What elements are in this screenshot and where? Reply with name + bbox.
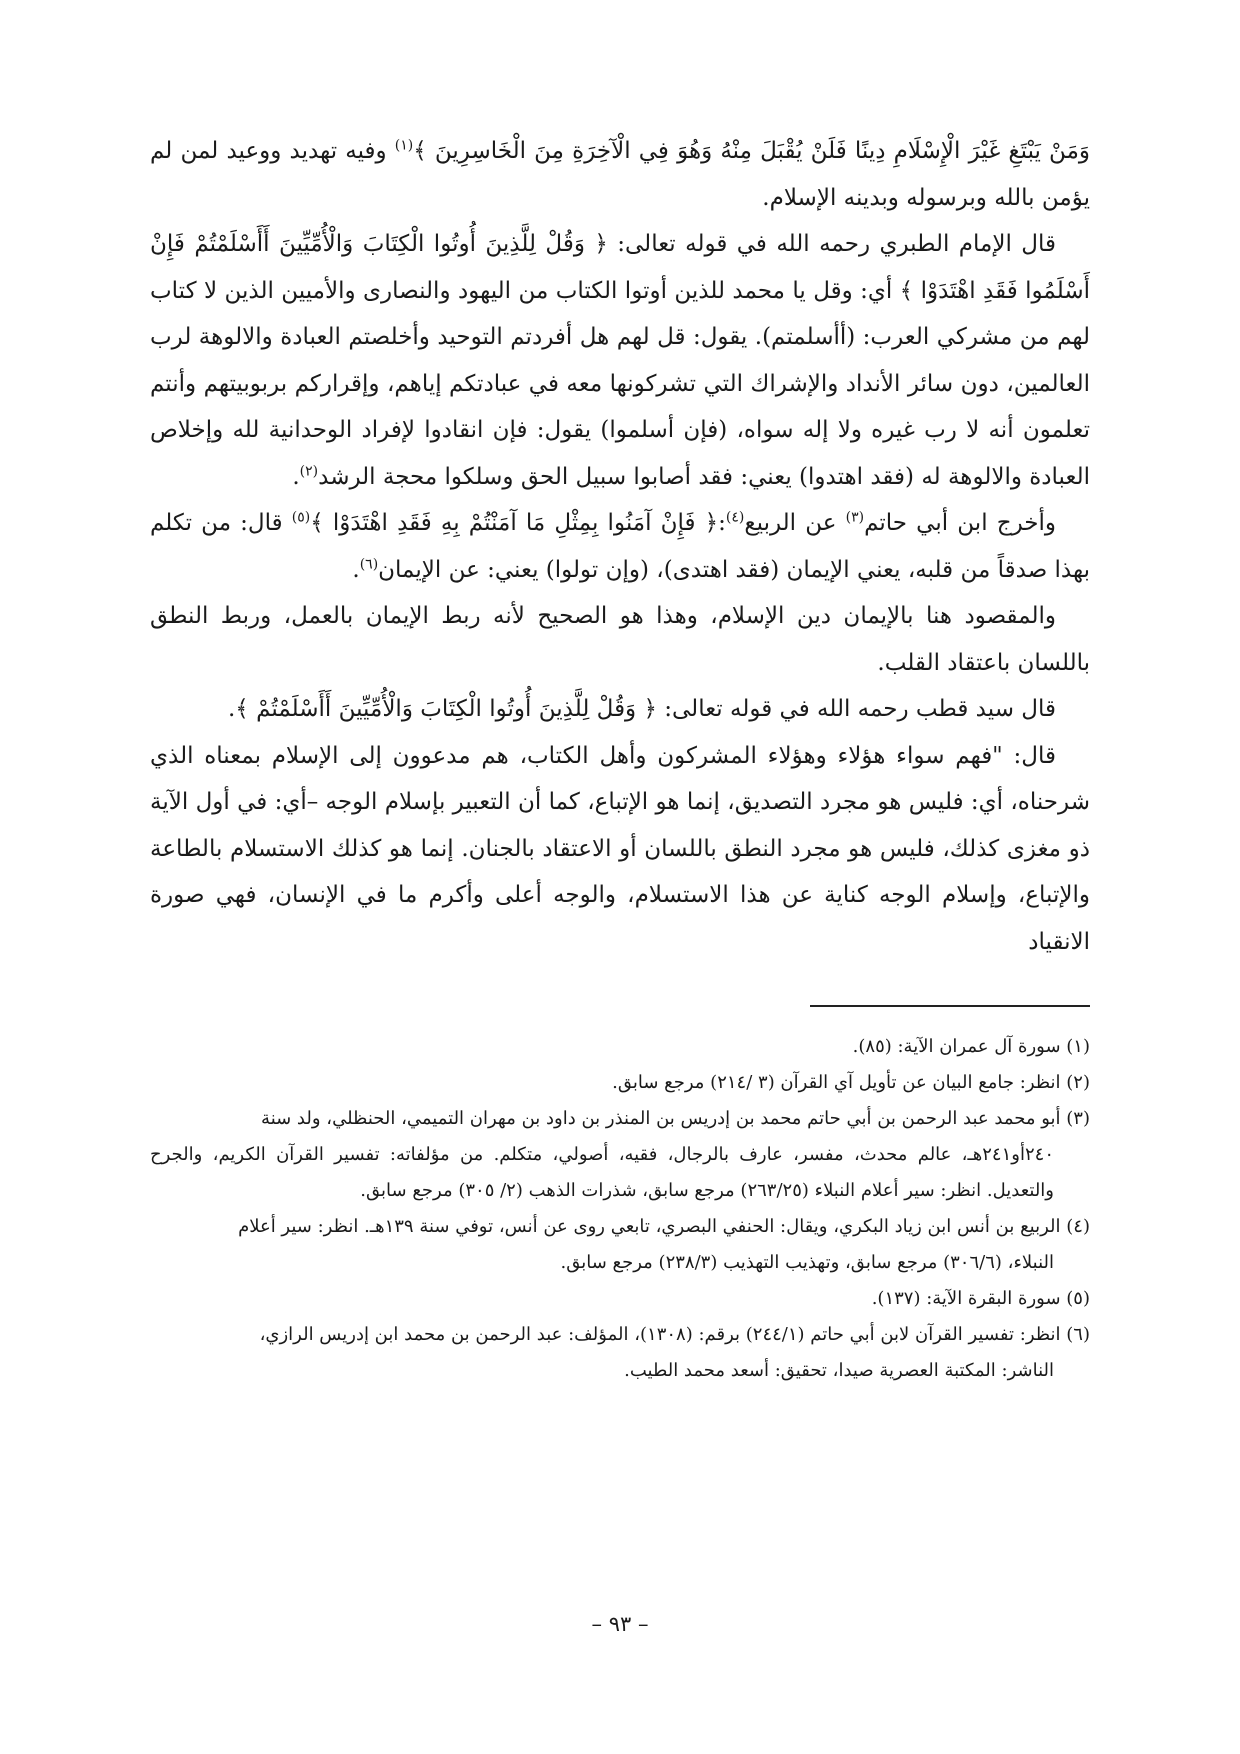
paragraph-text: . — [352, 556, 360, 583]
paragraph — [150, 686, 1090, 733]
footnote-number: (٤) — [1066, 1216, 1090, 1237]
footnote-text: انظر: تفسير القرآن لابن أبي حاتم (٢٤٤/١) برقم: (١٣٠٨)، المؤلف: عبد الرحمن بن محمد ابن إدريس الرازي، — [259, 1324, 1061, 1345]
footnote — [150, 1281, 1090, 1317]
footnote-text: انظر: جامع البيان عن تأويل آي القرآن (٣ /٢١٤) مرجع سابق. — [612, 1072, 1061, 1093]
footnote-ref: (٦) — [359, 555, 379, 572]
paragraph-text: :﴿ فَإِنْ آمَنُوا بِمِثْلِ مَا آمَنْتُمْ بِهِ فَقَدِ اهْتَدَوْا ﴾ — [310, 510, 726, 536]
footnote-number: (١) — [1066, 1036, 1090, 1057]
paragraph — [150, 733, 1090, 966]
paragraph-text: قال الإمام الطبري رحمه الله في قوله تعالى: ﴿ وَقُلْ لِلَّذِينَ أُوتُوا الْكِتَابَ وَالْأُمِّيِّينَ أَأَسْلَمْتُمْ فَإِنْ أَسْلَمُوا فَقَدِ اهْتَدَوْا ﴾ أي: وقل يا محمد للذين أوتوا الكتاب من اليهود والنصارى والأميين الذين لا كتاب لهم من مشركي العرب: (أأسلمتم). يقول: قل لهم هل أفردتم التوحيد وأخلصتم العبادة والالوهة لرب العالمين، دون سائر الأنداد والإشراك التي تشركونها معه في عبادتكم إياهم، وإقراركم بربوبيتهم وأنتم تعلمون أنه لا رب غيره ولا إله سواه، (فإن أسلموا) يقول: فإن انقادوا لإفراد الوحدانية لله وإخلاص العبادة والالوهة له (فقد اهتدوا) يعني: فقد أصابوا سبيل الحق وسلكوا محجة الرشد — [150, 231, 1090, 490]
paragraph-text: وفيه تهديد ووعيد لمن لم يؤمن بالله وبرسوله وبدينه الإسلام. — [150, 138, 1090, 211]
footnote-continuation: الناشر: المكتبة العصرية صيدا، تحقيق: أسعد محمد الطيب. — [624, 1360, 1054, 1381]
paragraph-text: قال: "فهم سواء هؤلاء وهؤلاء المشركون وأهل الكتاب، هم مدعوون إلى الإسلام بمعناه الذي شرحناه، أي: فليس هو مجرد التصديق، إنما هو الإتباع، كما أن التعبير بإسلام الوجه –أي: في أول الآية ذو مغزى كذلك، فليس هو مجرد النطق باللسان أو الاعتقاد بالجنان. إنما هو كذلك الاستسلام بالطاعة والإتباع، وإسلام الوجه كناية عن هذا الاستسلام، والوجه أعلى وأكرم ما في الإنسان، فهي صورة الانقياد — [150, 742, 1090, 955]
footnote — [150, 1029, 1090, 1065]
footnote — [150, 1317, 1090, 1389]
paragraph — [150, 128, 1090, 221]
paragraph-text: قال سيد قطب رحمه الله في قوله تعالى: ﴿ وَقُلْ لِلَّذِينَ أُوتُوا الْكِتَابَ وَالْأُمِّيِّينَ أَأَسْلَمْتُمْ ﴾. — [227, 696, 1056, 722]
footnote-number: (٦) — [1066, 1324, 1090, 1345]
footnote-continuation: ٢٤٠أو٢٤١هـ، عالم محدث، مفسر، عارف بالرجال، فقيه، أصولي، متكلم. من مؤلفاته: تفسير القرآن الكريم، والجرح والتعديل. انظر: سير أعلام النبلاء (٢٦٣/٢٥) مرجع سابق، شذرات الذهب (٢/ ٣٠٥) مرجع سابق. — [150, 1144, 1054, 1201]
footnote-separator — [810, 1005, 1090, 1007]
footnote-ref: (٥) — [291, 509, 311, 526]
paragraph-text: والمقصود هنا بالإيمان دين الإسلام، وهذا هو الصحيح لأنه ربط الإيمان بالعمل، وربط النطق باللسان باعتقاد القلب. — [150, 603, 1090, 676]
footnote-continuation: النبلاء، (٣٠٦/٦) مرجع سابق، وتهذيب التهذيب (٢٣٨/٣) مرجع سابق. — [560, 1252, 1054, 1273]
paragraph — [150, 500, 1090, 593]
paragraph — [150, 221, 1090, 500]
footnotes — [150, 1029, 1090, 1389]
page-content — [150, 128, 1090, 1389]
paragraph-text: وأخرج ابن أبي حاتم — [864, 510, 1056, 536]
footnote — [150, 1209, 1090, 1281]
footnote-text: سورة البقرة الآية: (١٣٧). — [871, 1288, 1061, 1309]
paragraph-text: . — [292, 463, 300, 490]
page-number: – ٩٣ – — [591, 1612, 649, 1636]
footnote-ref: (١) — [394, 137, 414, 154]
paragraph-text: عن الربيع — [744, 510, 846, 536]
paragraph — [150, 593, 1090, 686]
footnote-ref: (٤) — [725, 509, 745, 526]
footnote — [150, 1101, 1090, 1209]
paragraph-text: قال: من تكلم بهذا صدقاً من قلبه، يعني الإيمان (فقد اهتدى)، (وإن تولوا) يعني: عن الإيمان — [150, 510, 1090, 583]
footnote-number: (٢) — [1066, 1072, 1090, 1093]
footnote-ref: (٢) — [299, 462, 319, 479]
footnote-number: (٥) — [1066, 1288, 1090, 1309]
footnote-ref: (٣) — [845, 509, 865, 526]
footnote-number: (٣) — [1066, 1108, 1090, 1129]
footnote-text: الربيع بن أنس ابن زياد البكري، ويقال: الحنفي البصري، تابعي روى عن أنس، توفي سنة ١٣٩هـ. انظر: سير أعلام — [238, 1216, 1061, 1237]
body-text — [150, 128, 1090, 965]
footnote — [150, 1065, 1090, 1101]
footnote-text: أبو محمد عبد الرحمن بن أبي حاتم محمد بن إدريس بن المنذر بن داود بن مهران التميمي، الحنظلي، ولد سنة — [261, 1108, 1061, 1129]
paragraph-text: وَمَنْ يَبْتَغِ غَيْرَ الْإِسْلَامِ دِينًا فَلَنْ يُقْبَلَ مِنْهُ وَهُوَ فِي الْآخِرَةِ مِنَ الْخَاسِرِينَ ﴾ — [413, 138, 1090, 164]
footnote-text: سورة آل عمران الآية: (٨٥). — [852, 1036, 1061, 1057]
